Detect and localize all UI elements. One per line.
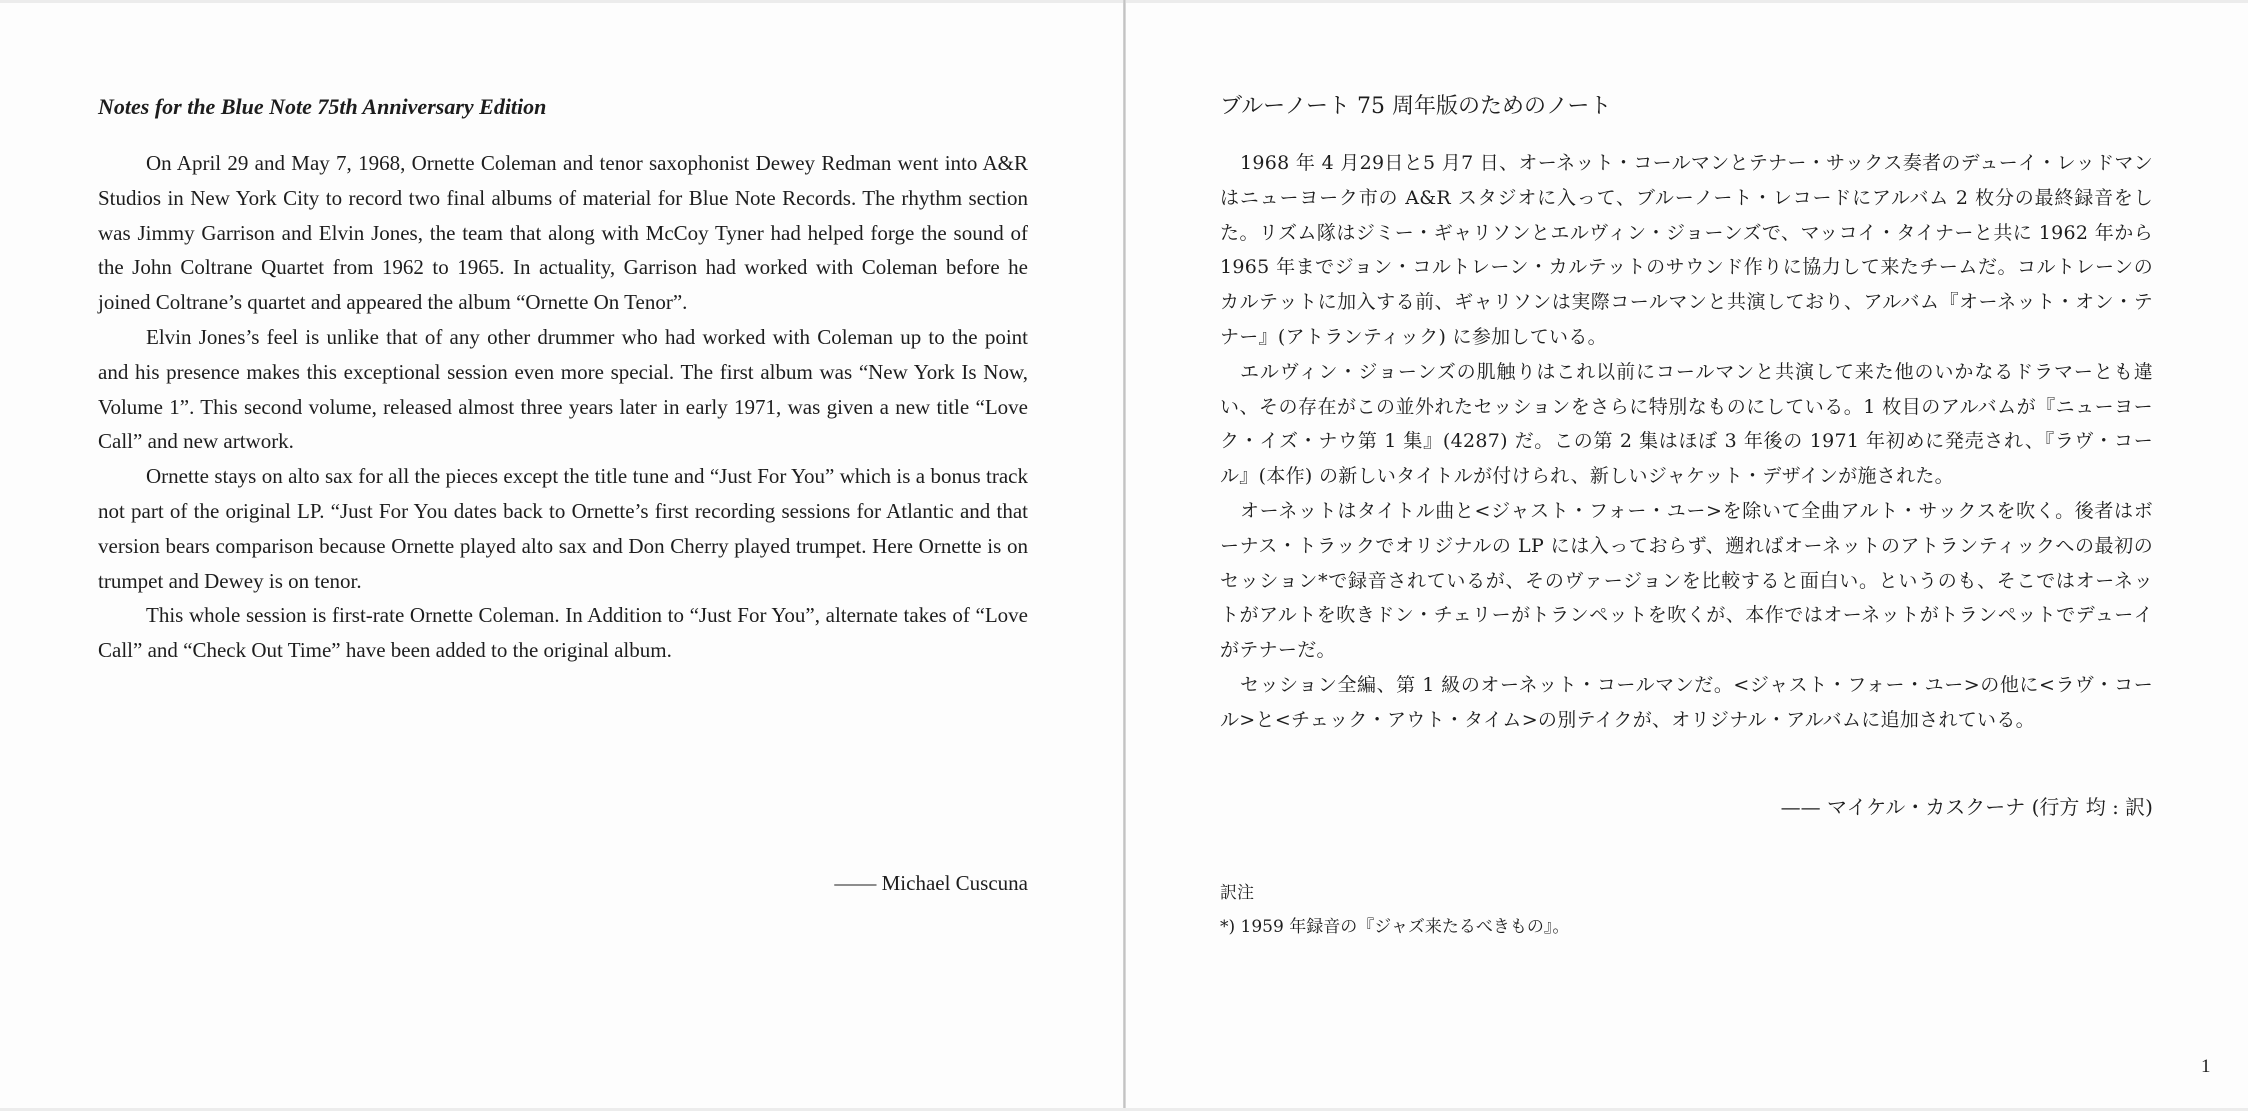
english-paragraph-3: Ornette stays on alto sax for all the pieces except the title tune and “Just For You” which is a bonus track not part of the original LP. “Just For You dates back to Ornette’s first recording sessions for Atlantic and that version bears comparison because Ornette played alto sax and Don Cherry played trumpet. Here Ornette is on trumpet and Dewey is on tenor. [98,464,1028,593]
japanese-paragraph-4: セッション全編、第 1 級のオーネット・コールマンだ。<ジャスト・フォー・ユー>の他に<ラヴ・コール>と<チェック・アウト・タイム>の別テイクが、オリジナル・アルバムに追加されている。 [1220,673,2153,731]
left-page [98,92,1028,895]
japanese-paragraph-2: エルヴィン・ジョーンズの肌触りはこれ以前にコールマンと共演して来た他のいかなるドラマーとも違い、その存在がこの並外れたセッションをさらに特別なものにしている。1 枚目のアルバムが『ニューヨーク・イズ・ナウ第 1 集』(4287) だ。この第 2 集はほぼ 3 年後の 1971 年初めに発売され、『ラヴ・コール』(本作) の新しいタイトルが付けられ、新しいジャケット・デザインが施された。 [1220,360,2153,488]
book-gutter [1123,0,1126,1111]
translator-notes [1220,876,1569,944]
japanese-paragraph-1: 1968 年 4 月29日と5 月7 日、オーネット・コールマンとテナー・サックス奏者のデューイ・レッドマンはニューヨーク市の A&R スタジオに入って、ブルーノート・レコードにアルバム 2 枚分の最終録音をした。リズム隊はジミー・ギャリソンとエルヴィン・ジョーンズで、マッコイ・タイナーと共に 1962 年から 1965 年までジョン・コルトレーン・カルテットのサウンド作りに協力して来たチームだ。コルトレーンのカルテットに加入する前、ギャリソンは実際コールマンと共演しており、アルバム『オーネット・オン・テナー』(アトランティック) に参加している。 [1220,152,2153,348]
japanese-signature: —— マイケル・カスクーナ (行方 均 : 訳) [1780,795,2153,819]
english-title: Notes for the Blue Note 75th Anniversary Edition [98,94,547,119]
right-page [1220,92,2153,937]
english-signature: —— Michael Cuscuna [834,871,1028,895]
japanese-body [1220,146,2153,738]
japanese-paragraph-3: オーネットはタイトル曲と<ジャスト・フォー・ユー>を除いて全曲アルト・サックスを吹く。後者はボーナス・トラックでオリジナルの LP には入っておらず、遡ればオーネットのアトランティックへの最初のセッション*で録音されているが、そのヴァージョンを比較すると面白い。というのも、そこではオーネットがアルトを吹きドン・チェリーがトランペットを吹くが、本作ではオーネットがトランペットでデューイがテナーだ。 [1220,499,2153,662]
translator-note-1: *) 1959 年録音の『ジャズ来たるべきもの』。 [1220,917,1570,937]
english-body [98,146,1028,668]
page-number: 1 [2201,1056,2211,1077]
translator-notes-heading: 訳注 [1220,883,1254,903]
english-paragraph-4: This whole session is first-rate Ornette Coleman. In Addition to “Just For You”, alternate takes of “Love Call” and “Check Out Time” have been added to the original album. [98,603,1028,663]
english-paragraph-2: Elvin Jones’s feel is unlike that of any other drummer who had worked with Coleman up to the point and his presence makes this exceptional session even more special. The first album was “New York Is Now, Volume 1”. This second volume, released almost three years later in early 1971, was given a new title “Love Call” and new artwork. [98,324,1028,454]
english-paragraph-1: On April 29 and May 7, 1968, Ornette Coleman and tenor saxophonist Dewey Redman went into A&R Studios in New York City to record two final albums of material for Blue Note Records. The rhythm section was Jimmy Garrison and Elvin Jones, the team that along with McCoy Tyner had helped forge the sound of the John Coltrane Quartet from 1962 to 1965. In actuality, Garrison had worked with Coleman before he joined Coltrane’s quartet and appeared the album “Ornette On Tenor”. [98,151,1028,315]
japanese-title: ブルーノート 75 周年版のためのノート [1220,94,1612,119]
